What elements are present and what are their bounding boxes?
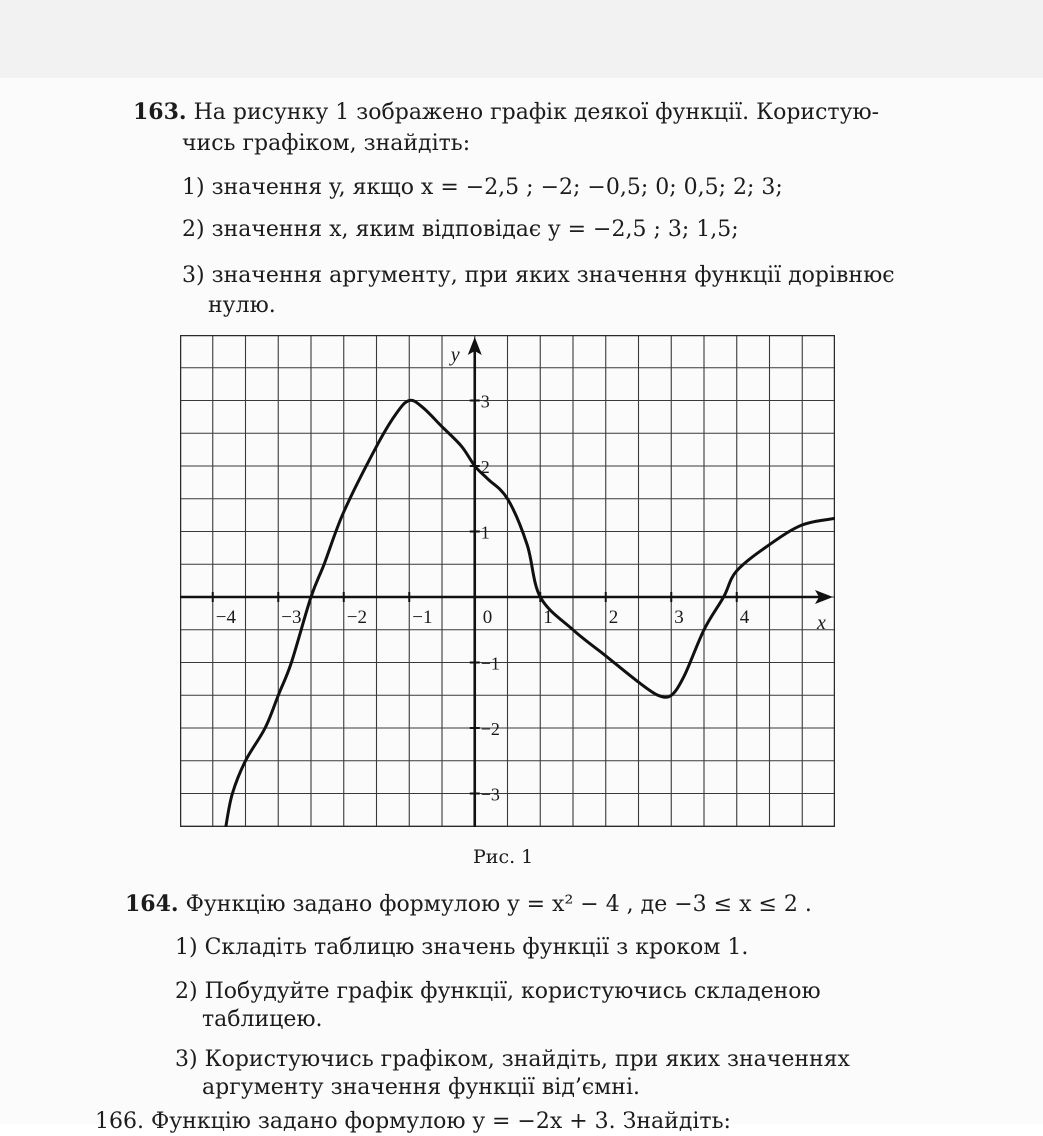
problem-163-intro-text: На рисунку 1 зображено графік деякої функції. Користую- (193, 100, 880, 125)
problem-164-intro-text: Функцію задано формулою y = x² − 4 , де −3 ≤ x ≤ 2 . (185, 892, 812, 917)
problem-163-number: 163. (133, 99, 187, 125)
problem-164-intro (125, 890, 812, 919)
y-tick-label: −1 (480, 653, 500, 674)
grid (180, 335, 835, 827)
x-tick-label: −2 (346, 607, 367, 628)
problem-163-item-2: 2) значення x, яким відповідає y = −2,5 ; 3; 1,5; (182, 217, 739, 242)
problem-166-partial: 166. Функцію задано формулою y = −2x + 3. Знайдіть: (95, 1109, 731, 1134)
x-tick-label: −3 (281, 607, 302, 628)
problem-163-intro-line1 (133, 98, 879, 127)
x-tick-label: 3 (674, 607, 684, 628)
y-tick-label: −2 (480, 719, 500, 739)
function-graph (180, 335, 835, 827)
problem-164-item-2-line2: таблицею. (202, 1007, 323, 1032)
y-tick-label: 2 (480, 457, 490, 477)
problem-163-item-1: 1) значення y, якщо x = −2,5 ; −2; −0,5; 0; 0,5; 2; 3; (182, 175, 783, 200)
y-axis-label: y (450, 344, 460, 366)
y-tick-label: 3 (480, 391, 490, 412)
problem-164-item-2-line1: 2) Побудуйте графік функції, користуючись складеною (175, 979, 821, 1004)
x-tick-label: −1 (412, 607, 433, 628)
problem-163-item-3-line2: нулю. (208, 293, 276, 318)
problem-164-item-3-line1: 3) Користуючись графіком, знайдіть, при яких значеннях (175, 1047, 850, 1072)
problem-164-number: 164. (125, 891, 179, 917)
x-tick-label: −4 (215, 607, 236, 628)
x-tick-label: 1 (543, 607, 553, 628)
x-tick-label: 0 (482, 607, 493, 628)
problem-163-intro-line2: чись графіком, знайдіть: (182, 131, 471, 156)
top-bar (0, 0, 1043, 78)
problem-164-item-3-line2: аргументу значення функції від’ємні. (202, 1075, 640, 1100)
y-tick-label: −3 (480, 784, 500, 805)
figure-caption: Рис. 1 (473, 846, 534, 868)
x-axis-label: x (817, 612, 826, 634)
x-tick-label: 4 (739, 607, 750, 628)
y-tick-label: 1 (480, 522, 490, 543)
x-tick-label: 2 (608, 607, 619, 628)
problem-164-item-1: 1) Складіть таблицю значень функції з кроком 1. (175, 935, 749, 960)
problem-163-item-3-line1: 3) значення аргументу, при яких значення функції дорівнює (182, 263, 895, 288)
